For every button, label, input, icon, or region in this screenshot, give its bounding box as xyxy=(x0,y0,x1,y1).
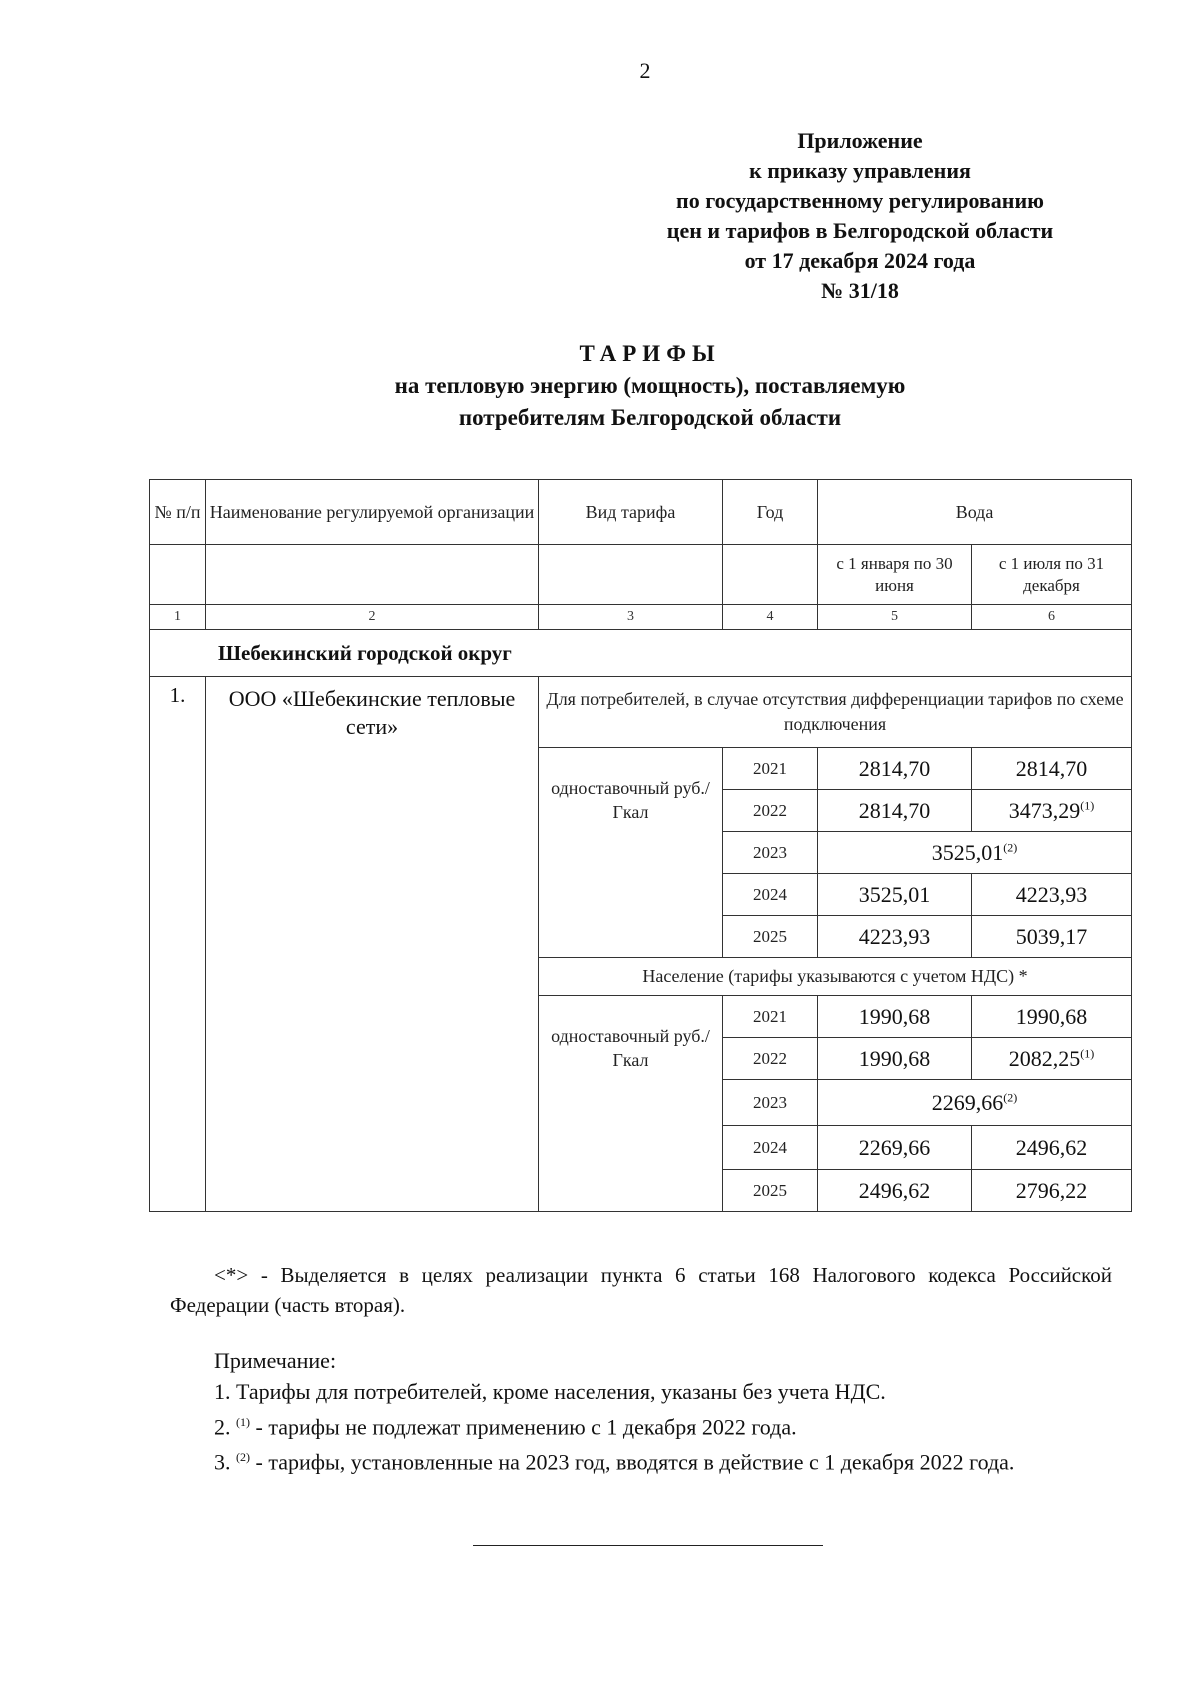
value-cell: 2814,70 xyxy=(818,748,972,790)
document-title xyxy=(150,338,1150,434)
value-cell: 3525,01 xyxy=(818,874,972,916)
header-tariff-type: Вид тарифа xyxy=(539,480,723,545)
year-cell: 2022 xyxy=(723,1038,818,1080)
column-number: 1 xyxy=(150,605,206,630)
organization-name: ООО «Шебекинские тепловые сети» xyxy=(206,677,539,1212)
note-3: 3. $^{(2)}$ - тарифы, установленные на 2023 год, вводятся в действие с 1 декабря 2022 года. xyxy=(214,1449,1015,1475)
value-cell: 4223,93 xyxy=(972,874,1132,916)
annex-line: по государственному регулированию xyxy=(676,188,1044,213)
footnote-marker: (2) xyxy=(1003,840,1018,855)
column-number: 6 xyxy=(972,605,1132,630)
district-row xyxy=(150,630,1132,677)
annex-line: к приказу управления xyxy=(749,158,971,183)
annex-line: цен и тарифов в Белгородской области xyxy=(666,218,1054,243)
value-cell: 3473,29$^{(1)}$ xyxy=(972,790,1132,832)
value-cell: 1990,68 xyxy=(818,1038,972,1080)
year-cell: 2025 xyxy=(723,1170,818,1212)
column-number-row xyxy=(150,605,1132,630)
year-cell: 2023 xyxy=(723,832,818,874)
value-cell: 2269,66 xyxy=(818,1126,972,1170)
note-2: 2. $^{(1)}$ - тарифы не подлежат применению с 1 декабря 2022 года. xyxy=(214,1414,797,1440)
year-cell: 2023 xyxy=(723,1080,818,1126)
year-cell: 2021 xyxy=(723,748,818,790)
footnote-marker: (2) xyxy=(1003,1090,1018,1105)
page-number: 2 xyxy=(639,58,651,83)
column-number: 2 xyxy=(206,605,539,630)
table-subheader-row xyxy=(150,545,1132,605)
table-header-row xyxy=(150,480,1132,545)
notes-heading: Примечание: xyxy=(214,1348,337,1373)
title-line-3: потребителям Белгородской области xyxy=(458,405,842,430)
column-number: 4 xyxy=(723,605,818,630)
merged-value-cell: 2269,66$^{(2)}$ xyxy=(818,1080,1132,1126)
value-cell: 2082,25$^{(1)}$ xyxy=(972,1038,1132,1080)
header-organization: Наименование регулируемой организации xyxy=(206,480,539,545)
category-label: Для потребителей, в случае отсутствия дифференциации тарифов по схеме подключения xyxy=(539,677,1132,748)
merged-value-cell: 3525,01$^{(2)}$ xyxy=(818,832,1132,874)
title-main: ТАРИФЫ xyxy=(579,341,721,366)
tariff-type-cell: одноставочный руб./Гкал xyxy=(539,748,723,958)
footnote-marker: (1) xyxy=(1080,1046,1095,1061)
value-cell: 5039,17 xyxy=(972,916,1132,958)
separator-line xyxy=(473,1545,823,1546)
value-cell: 2814,70 xyxy=(972,748,1132,790)
header-year: Год xyxy=(723,480,818,545)
annex-line: Приложение xyxy=(797,128,923,153)
title-line-2: на тепловую энергию (мощность), поставляемую xyxy=(394,373,906,398)
header-water: Вода xyxy=(818,480,1132,545)
value-cell: 2796,22 xyxy=(972,1170,1132,1212)
annex-header xyxy=(620,126,1100,306)
tariffs-table xyxy=(149,479,1132,1212)
note-1: 1. Тарифы для потребителей, кроме населения, указаны без учета НДС. xyxy=(214,1379,886,1404)
value-cell: 2496,62 xyxy=(818,1170,972,1212)
notes-block xyxy=(170,1345,1112,1478)
tariff-type-cell: одноставочный руб./Гкал xyxy=(539,996,723,1212)
category-label: Население (тарифы указываются с учетом НДС) * xyxy=(539,958,1132,996)
value-cell: 1990,68 xyxy=(818,996,972,1038)
year-cell: 2022 xyxy=(723,790,818,832)
footnote-marker: (1) xyxy=(1080,798,1095,813)
header-period-1: с 1 января по 30 июня xyxy=(818,545,972,605)
row-number: 1. xyxy=(150,677,206,1212)
column-number: 3 xyxy=(539,605,723,630)
annex-line: от 17 декабря 2024 года xyxy=(744,248,976,273)
header-period-2: с 1 июля по 31 декабря xyxy=(972,545,1132,605)
year-cell: 2025 xyxy=(723,916,818,958)
value-cell: 1990,68 xyxy=(972,996,1132,1038)
value-cell: 2496,62 xyxy=(972,1126,1132,1170)
value-cell: 2814,70 xyxy=(818,790,972,832)
district-name: Шебекинский городской округ xyxy=(150,630,1132,677)
value-cell: 4223,93 xyxy=(818,916,972,958)
column-number: 5 xyxy=(818,605,972,630)
category-row xyxy=(150,677,1132,748)
year-cell: 2021 xyxy=(723,996,818,1038)
footnote-vat: <*> - Выделяется в целях реализации пункта 6 статьи 168 Налогового кодекса Российской Федерации (часть вторая). xyxy=(170,1263,1112,1317)
annex-line: № 31/18 xyxy=(821,278,899,303)
header-num: № п/п xyxy=(150,480,206,545)
year-cell: 2024 xyxy=(723,1126,818,1170)
year-cell: 2024 xyxy=(723,874,818,916)
